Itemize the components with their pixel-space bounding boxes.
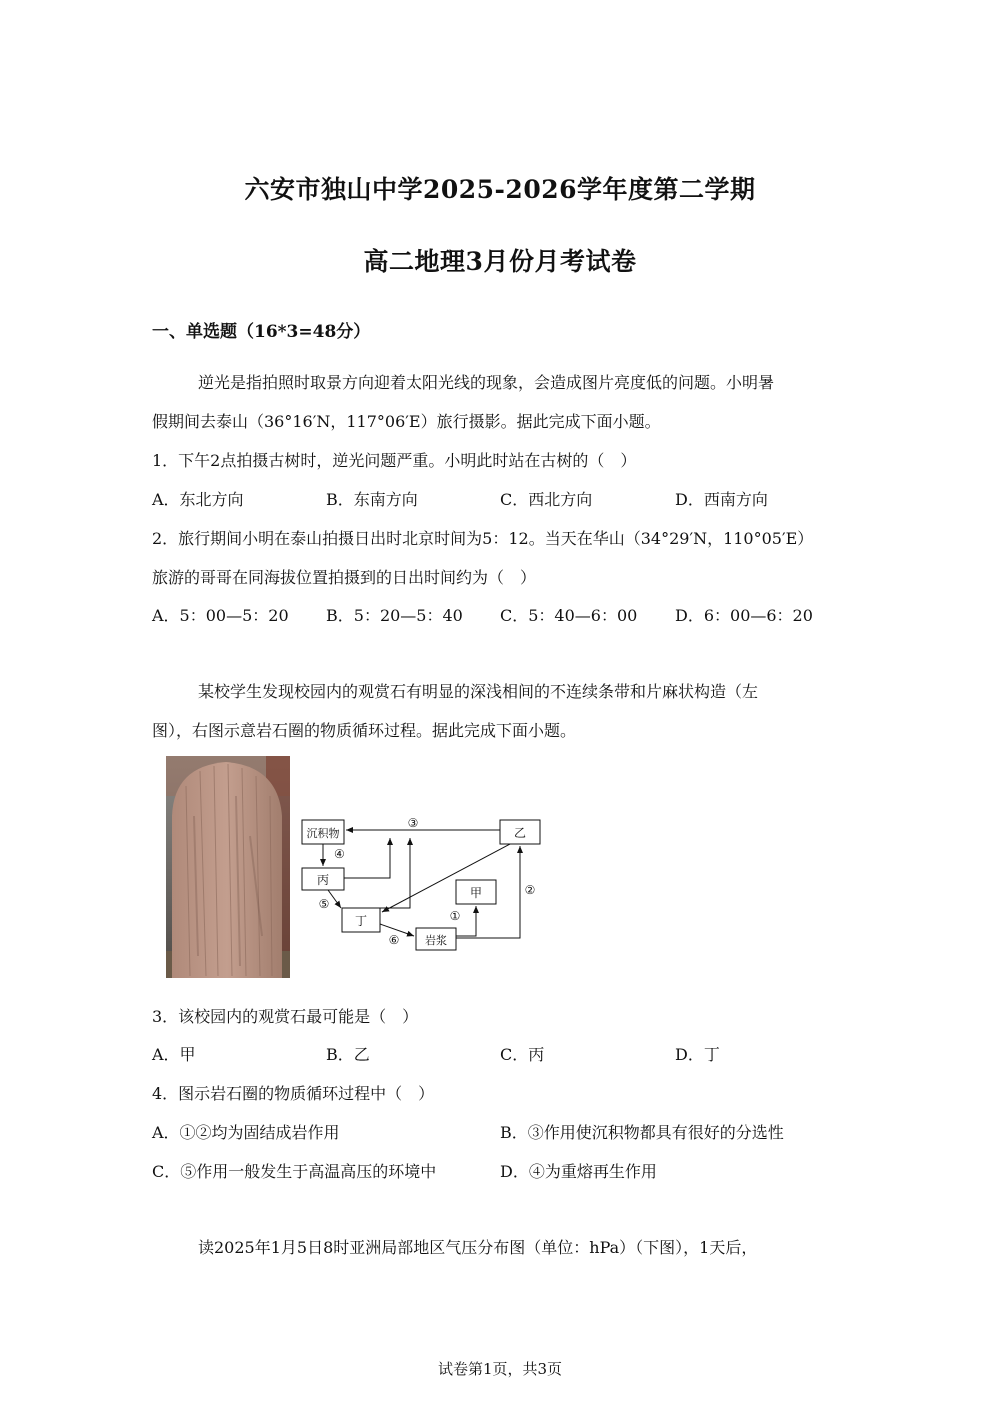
passage1-line2: 假期间去泰山（36°16′N，117°06′E）旅行摄影。据此完成下面小题。 xyxy=(152,412,661,431)
question-1-option-d[interactable]: D．西南方向 xyxy=(675,490,768,509)
label-6: ⑥ xyxy=(388,933,400,947)
passage3-line1: 读2025年1月5日8时亚洲局部地区气压分布图（单位：hPa）（下图），1天后， xyxy=(198,1238,758,1257)
question-3-stem: 3．该校园内的观赏石最可能是（ ） xyxy=(152,1007,419,1026)
question-4-stem: 4．图示岩石圈的物质循环过程中（ ） xyxy=(152,1084,435,1103)
page-footer: 试卷第1页，共3页 xyxy=(437,1360,563,1378)
question-2-option-d[interactable]: D．6：00—6：20 xyxy=(675,606,813,625)
question-3-option-b[interactable]: B．乙 xyxy=(326,1045,370,1064)
question-4-option-b[interactable]: B．③作用使沉积物都具有很好的分选性 xyxy=(500,1123,784,1142)
node-sediment: 沉积物 xyxy=(306,827,340,840)
label-5: ⑤ xyxy=(318,897,330,911)
stone-photo xyxy=(166,756,290,978)
node-yi: 乙 xyxy=(513,826,527,840)
page-subtitle: 高二地理3月份月考试卷 xyxy=(363,247,637,276)
passage2-line1: 某校学生发现校园内的观赏石有明显的深浅相间的不连续条带和片麻状构造（左 xyxy=(198,682,759,701)
passage2-line2: 图），右图示意岩石圈的物质循环过程。据此完成下面小题。 xyxy=(152,721,577,740)
question-3-option-c[interactable]: C．丙 xyxy=(500,1045,545,1064)
passage1-line1: 逆光是指拍照时取景方向迎着太阳光线的现象，会造成图片亮度低的问题。小明暑 xyxy=(198,373,775,392)
question-3-option-d[interactable]: D．丁 xyxy=(675,1045,720,1064)
question-4-option-c[interactable]: C．⑤作用一般发生于高温高压的环境中 xyxy=(152,1162,437,1181)
label-1: ① xyxy=(449,909,461,923)
question-1-stem: 1．下午2点拍摄古树时，逆光问题严重。小明此时站在古树的（ ） xyxy=(152,451,637,470)
question-4-option-d[interactable]: D．④为重熔再生作用 xyxy=(500,1162,657,1181)
question-1-option-c[interactable]: C．西北方向 xyxy=(500,490,593,509)
label-4: ④ xyxy=(334,847,345,861)
rock-cycle-diagram xyxy=(298,812,548,958)
node-bing: 丙 xyxy=(316,873,330,887)
label-3: ③ xyxy=(407,816,419,830)
question-2-stem-line1: 2．旅行期间小明在泰山拍摄日出时北京时间为5：12。当天在华山（34°29′N，110°05′E） xyxy=(152,529,814,548)
question-2-option-b[interactable]: B．5：20—5：40 xyxy=(326,606,463,625)
section-heading: 一、单选题（16*3=48分） xyxy=(152,322,371,342)
question-1-option-b[interactable]: B．东南方向 xyxy=(326,490,418,509)
node-ding: 丁 xyxy=(354,914,368,928)
node-magma: 岩浆 xyxy=(425,934,447,947)
node-jia: 甲 xyxy=(469,886,483,900)
question-2-stem-line2: 旅游的哥哥在同海拔位置拍摄到的日出时间约为（ ） xyxy=(152,568,537,587)
question-2-option-c[interactable]: C．5：40—6：00 xyxy=(500,606,638,625)
question-2-option-a[interactable]: A．5：00—5：20 xyxy=(152,606,289,625)
question-1-option-a[interactable]: A．东北方向 xyxy=(152,490,244,509)
label-2: ② xyxy=(524,883,536,897)
question-4-option-a[interactable]: A．①②均为固结成岩作用 xyxy=(152,1123,340,1142)
page-title: 六安市独山中学2025-2026学年度第二学期 xyxy=(244,175,756,204)
question-3-option-a[interactable]: A．甲 xyxy=(152,1045,196,1064)
